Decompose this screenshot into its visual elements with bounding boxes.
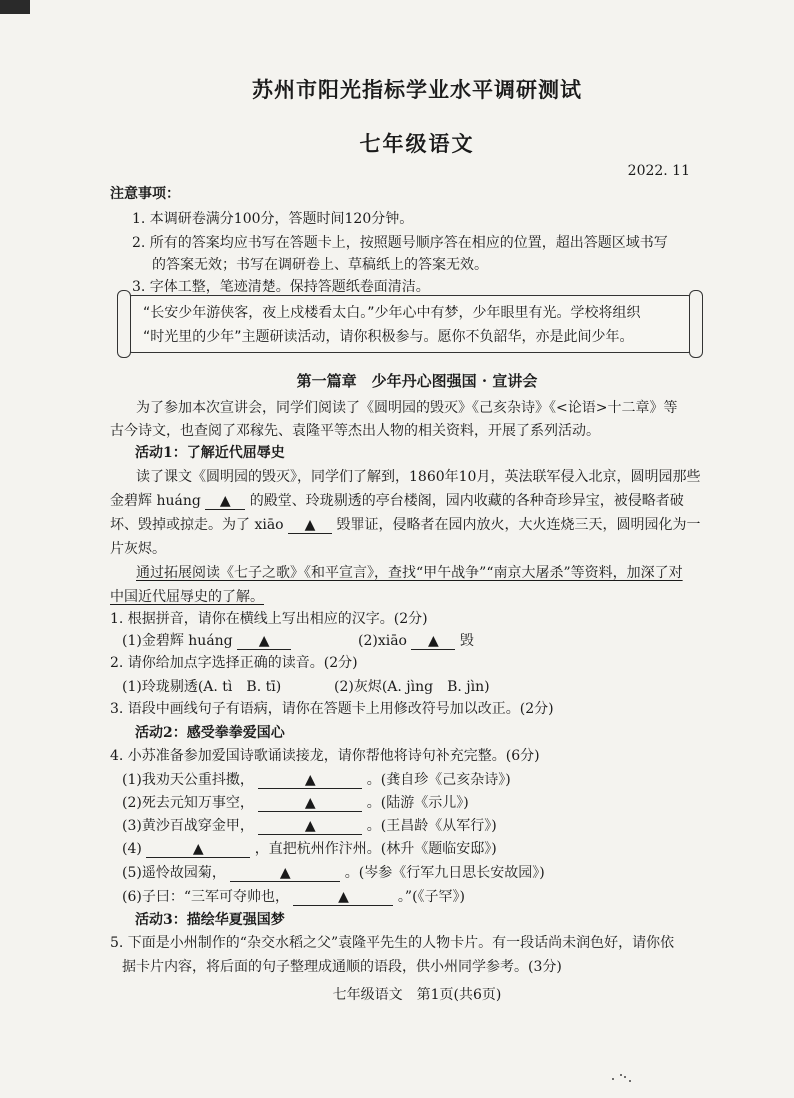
q4-line-1 xyxy=(122,769,511,789)
q4-line-5 xyxy=(122,862,545,882)
q2-option-1: (1)玲珑剔透(A. tì B. tī) xyxy=(122,679,282,695)
corner-mark xyxy=(0,0,30,14)
q4-blank-6: ▲ xyxy=(293,889,393,906)
scan-specks xyxy=(612,1072,634,1084)
note-item-1: 1. 本调研卷满分100分，答题时间120分钟。 xyxy=(132,211,414,227)
exam-date: 2022. 11 xyxy=(627,163,690,179)
q1-item-1: (1)金碧辉 huáng xyxy=(122,633,233,649)
poem-text: (3)黄沙百战穿金甲， xyxy=(122,818,254,834)
poem-source: 。”(《子罕》) xyxy=(397,889,465,905)
passage-text: 的殿堂、玲珑剔透的亭台楼阁，园内收藏的各种奇珍异宝，被侵略者破 xyxy=(249,493,684,509)
note-item-2: 2. 所有的答案均应书写在答题卡上，按照题号顺序答在相应的位置，超出答题区域书写 xyxy=(132,235,668,251)
q1-item-2: (2)xiāo xyxy=(358,633,407,649)
q4-line-6 xyxy=(122,886,465,906)
question-2-stem: 2. 请你给加点字选择正确的读音。(2分) xyxy=(110,655,358,671)
exam-title: 苏州市阳光指标学业水平调研测试 xyxy=(252,77,582,102)
poem-text: (1)我劝天公重抖擞， xyxy=(122,772,254,788)
underlined-sentence-2: 中国近代屈辱史的了解。 xyxy=(110,589,264,605)
blank-huang: ▲ xyxy=(205,493,245,510)
poem-source: 。(龚自珍《己亥杂诗》) xyxy=(366,772,511,788)
poem-text: (5)遥怜故园菊， xyxy=(122,865,226,881)
activity-1-para-2 xyxy=(110,490,684,510)
chapter-title: 第一篇章 少年丹心图强国 · 宣讲会 xyxy=(296,372,538,390)
q4-blank-2: ▲ xyxy=(258,795,362,812)
question-5-line-1: 5. 下面是小州制作的“杂交水稻之父”袁隆平先生的人物卡片。有一段话尚未润色好，请你依 xyxy=(110,935,675,951)
q4-line-3 xyxy=(122,815,497,835)
poem-source: 。(岑参《行军九日思长安故园》) xyxy=(344,865,545,881)
activity-2-title: 活动2：感受拳拳爱国心 xyxy=(135,725,285,741)
activity-3-title: 活动3：描绘华夏强国梦 xyxy=(135,912,285,928)
scroll-line-1: “长安少年游侠客，夜上戍楼看太白。”少年心中有梦，少年眼里有光。学校将组织 xyxy=(143,305,641,321)
notes-heading: 注意事项： xyxy=(110,186,180,202)
q1-item-2-tail: 毁 xyxy=(459,633,474,649)
page-footer: 七年级语文 第1页(共6页) xyxy=(332,987,502,1003)
poem-source: 。(陆游《示儿》) xyxy=(366,795,469,811)
q1-blank-2: ▲ xyxy=(411,633,455,650)
chapter-intro-2: 古今诗文，也查阅了邓稼先、袁隆平等杰出人物的相关资料，开展了系列活动。 xyxy=(110,423,600,439)
poem-text: (2)死去元知万事空， xyxy=(122,795,254,811)
activity-1-para-4: 片灰烬。 xyxy=(110,541,166,557)
scroll-line-2: “时光里的少年”主题研读活动，请你积极参与。愿你不负韶华，亦是此间少年。 xyxy=(143,329,634,345)
passage-text: 毁罪证，侵略者在园内放火，大火连烧三天，圆明园化为一 xyxy=(336,517,701,533)
passage-text: 金碧辉 huáng xyxy=(110,493,201,509)
poem-text: (6)子曰：“三军可夺帅也， xyxy=(122,889,289,905)
q4-blank-4: ▲ xyxy=(146,841,250,858)
q1-blank-1: ▲ xyxy=(237,633,291,650)
poem-text: (4) xyxy=(122,841,142,857)
q4-line-2 xyxy=(122,792,469,812)
note-item-2-cont: 的答案无效；书写在调研卷上、草稿纸上的答案无效。 xyxy=(152,257,488,273)
activity-1-para-1: 读了课文《圆明园的毁灭》，同学们了解到，1860年10月，英法联军侵入北京，圆明园那些 xyxy=(136,469,701,485)
q2-option-2: (2)灰烬(A. jìng B. jìn) xyxy=(334,679,490,695)
poem-source: 。(王昌龄《从军行》) xyxy=(366,818,497,834)
passage-text: 坏、毁掉或掠走。为了 xiāo xyxy=(110,517,284,533)
question-4-stem: 4. 小苏准备参加爱国诗歌诵读接龙，请你帮他将诗句补充完整。(6分) xyxy=(110,748,540,764)
question-1-stem: 1. 根据拼音，请你在横线上写出相应的汉字。(2分) xyxy=(110,611,428,627)
theme-scroll-box xyxy=(126,295,694,353)
q4-line-4 xyxy=(122,838,497,858)
blank-xiao: ▲ xyxy=(288,517,332,534)
underlined-sentence-1: 通过拓展阅读《七子之歌》《和平宣言》，查找“甲午战争”“南京大屠杀”等资料，加深了对 xyxy=(136,565,683,581)
q4-blank-5: ▲ xyxy=(230,865,340,882)
q4-blank-3: ▲ xyxy=(258,818,362,835)
activity-1-title: 活动1：了解近代屈辱史 xyxy=(135,445,285,461)
exam-subject: 七年级语文 xyxy=(359,131,475,156)
q4-blank-1: ▲ xyxy=(258,772,362,789)
question-3-stem: 3. 语段中画线句子有语病，请你在答题卡上用修改符号加以改正。(2分) xyxy=(110,701,554,717)
note-item-3: 3. 字体工整，笔迹清楚。保持答题纸卷面清洁。 xyxy=(132,279,430,295)
question-1-items xyxy=(122,630,474,650)
chapter-intro-1: 为了参加本次宣讲会，同学们阅读了《圆明园的毁灭》《己亥杂诗》《<论语>十二章》等 xyxy=(136,400,678,416)
activity-1-para-3 xyxy=(110,514,701,534)
poem-source: ，直把杭州作汴州。(林升《题临安邸》) xyxy=(254,841,497,857)
question-5-line-2: 据卡片内容，将后面的句子整理成通顺的语段，供小州同学参考。(3分) xyxy=(122,959,562,975)
